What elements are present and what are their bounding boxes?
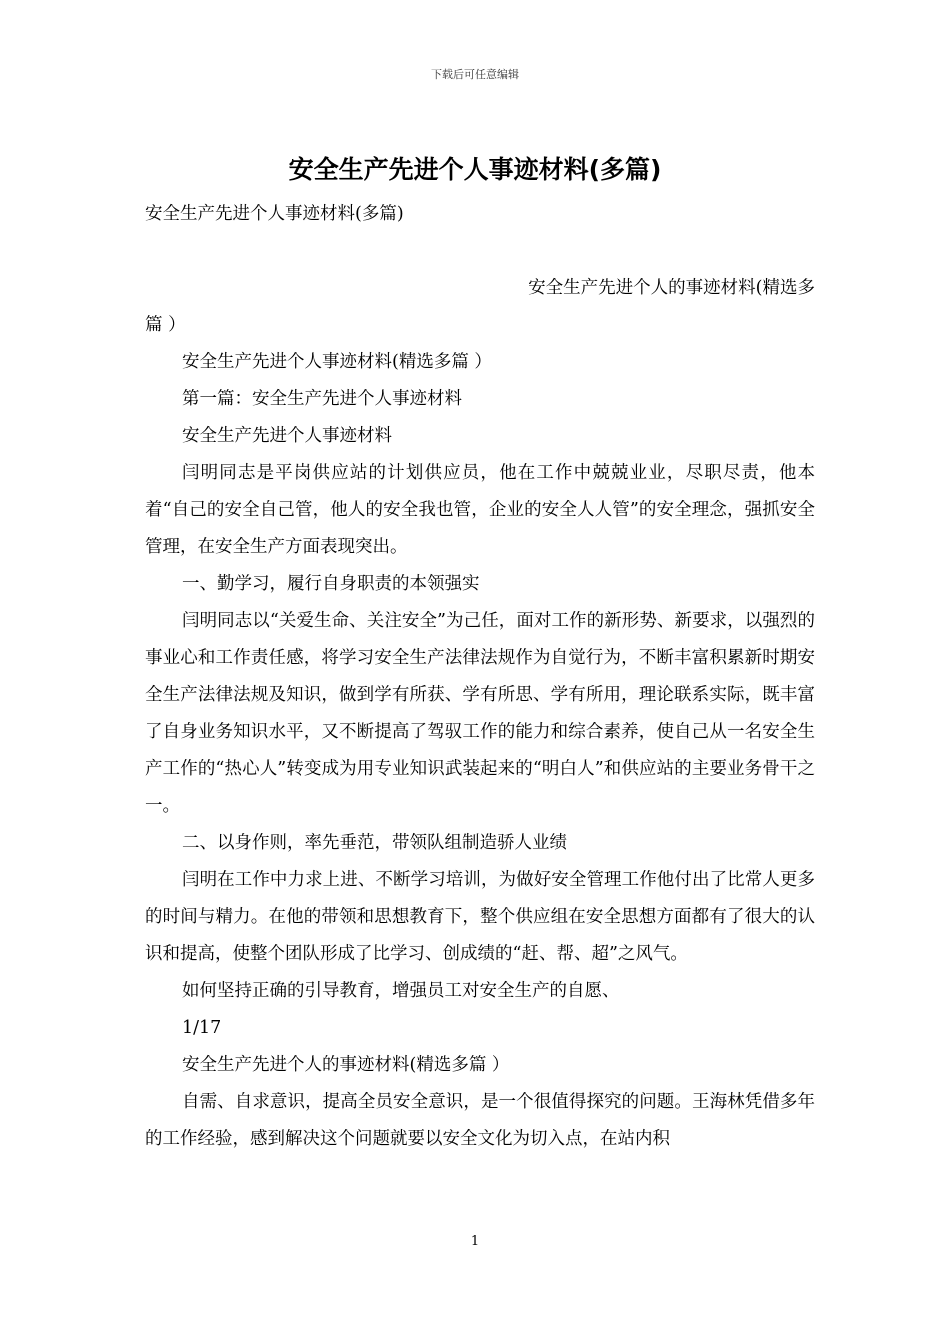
heading-1: 一、勤学习，履行自身职责的本领强实 (182, 574, 480, 594)
right-heading-line1: 安全生产先进个人的事迹材料(精选多 (528, 278, 815, 298)
paragraph-5: 自需、自求意识，提高全员安全意识，是一个很值得探究的问题。王海林凭借多年的工作经验，感到解决这个问题就要以安全文化为切入点，在站内积 (145, 1092, 815, 1149)
subtitle: 安全生产先进个人事迹材料(多篇) (145, 204, 404, 224)
document-body (145, 196, 815, 1158)
page-marker: 1/17 (182, 1018, 222, 1038)
paragraph-1: 闫明同志是平岗供应站的计划供应员，他在工作中兢兢业业，尽职尽责，他本着“自己的安全自己管，他人的安全我也管，企业的安全人人管”的安全理念，强抓安全管理，在安全生产方面表现突出。 (145, 463, 815, 557)
chapter-one-title: 安全生产先进个人事迹材料 (182, 426, 392, 446)
running-head: 安全生产先进个人的事迹材料(精选多篇 ） (182, 1055, 510, 1075)
chapter-one: 第一篇：安全生产先进个人事迹材料 (182, 389, 462, 409)
header-note: 下载后可任意编辑 (431, 68, 519, 81)
right-heading-line2: 篇 ） (145, 315, 186, 335)
page-number: 1 (470, 1234, 480, 1249)
document-title: 安全生产先进个人事迹材料(多篇) (288, 155, 662, 184)
section-heading: 安全生产先进个人事迹材料(精选多篇 ） (182, 352, 492, 372)
paragraph-3: 闫明在工作中力求上进、不断学习培训，为做好安全管理工作他付出了比常人更多的时间与精力。在他的带领和思想教育下，整个供应组在安全思想方面都有了很大的认识和提高，使整个团队形成了比学习、创成绩的“赶、帮、超”之风气。 (145, 870, 815, 964)
paragraph-2: 闫明同志以“关爱生命、关注安全”为己任，面对工作的新形势、新要求，以强烈的事业心和工作责任感，将学习安全生产法律法规作为自觉行为，不断丰富积累新时期安全生产法律法规及知识，做到学有所获、学有所思、学有所用，理论联系实际，既丰富了自身业务知识水平，又不断提高了驾驭工作的能力和综合素养，使自己从一名安全生产工作的“热心人”转变成为用专业知识武装起来的“明白人”和供应站的主要业务骨干之一。 (145, 611, 815, 816)
paragraph-4: 如何坚持正确的引导教育，增强员工对安全生产的自愿、 (182, 981, 620, 1001)
heading-2: 二、以身作则，率先垂范，带领队组制造骄人业绩 (182, 833, 567, 853)
